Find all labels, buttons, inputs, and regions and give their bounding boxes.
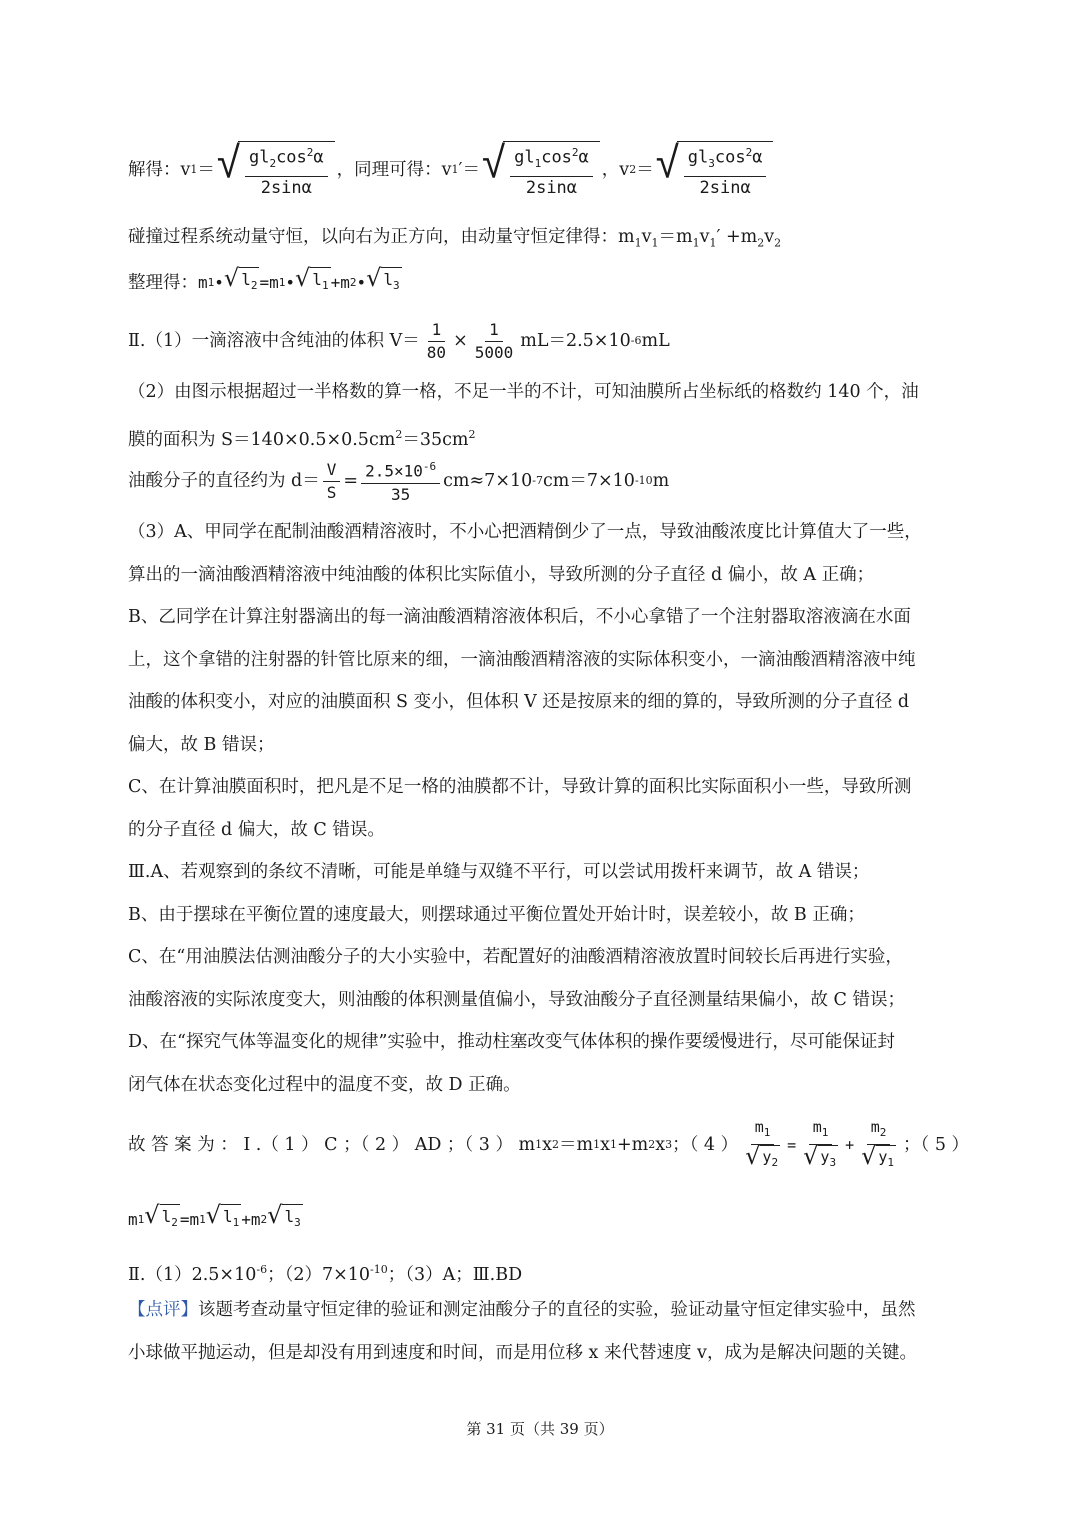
text-l25: 该题考查动量守恒定律的验证和测定油酸分子的直径的实验，验证动量守恒定律实验中，虽然 xyxy=(198,1300,916,1320)
text-l24-c: ；（3）A；Ⅲ.BD xyxy=(387,1264,523,1285)
sqrt-v1prime-formula: √ $\frac{gl_1\cos^2\alpha}{2\sin\alpha}$ xyxy=(482,141,600,198)
sqrt-v2-formula: √ $\frac{gl_3\cos^2\alpha}{2\sin\alpha}$ xyxy=(656,141,774,198)
text-l2: 碰撞过程系统动量守恒，以向右为正方向，由动量守恒定律得：m xyxy=(128,227,635,247)
comment-line xyxy=(128,1298,988,1322)
text-l22-mid: ；（ 4 ） xyxy=(672,1135,739,1155)
text-l4-suffix: mL＝2.5×10 xyxy=(520,331,631,351)
text-l13: 偏大，故 B 错误； xyxy=(128,735,275,755)
frac-value: $\frac{2.5\times 10^{-6}}{35}$ xyxy=(361,456,440,505)
frac-V-S: $\frac{V}{S}$ xyxy=(323,459,341,504)
answer-sqrt-formula: m 1 √ $l_2$ =m 1 √ $l_1$ +m 2 √ $l_3$ xyxy=(128,1204,303,1235)
answer-formula-line xyxy=(128,1203,988,1237)
text-l1-prefix: 解得：v xyxy=(128,160,191,180)
text-l24-b: ；（2）7×10 xyxy=(267,1264,371,1285)
text-l16: Ⅲ.A、若观察到的条纹不清晰，可能是单缝与双缝不平行，可以尝试用拨杆来调节，故 A 错误； xyxy=(128,862,870,882)
diameter-line: 油酸分子的直径约为 d＝ $\frac{V}{S}$ = $\frac{2.5\times 10^{-6}}{35}$ cm≈7×10 -7 cm＝7×10 -10 m xyxy=(128,458,988,504)
solution-velocity-line: 解得：v 1 ＝ √ $\frac{gl_2\cos^2\alpha}{2\sin\alpha}$ ，同理可得：v 1 ′＝ √ $\frac{gl_1\cos^2\alpha}{2\sin\alpha}$ ，v 2 ＝ √ $\frac{gl_3\cos^2\alpha}{2\sin\alpha}$ xyxy=(128,143,988,197)
comment-tag: 【点评】 xyxy=(128,1300,198,1320)
text-l4-prefix: Ⅱ.（1）一滴溶液中含纯油的体积 V＝ xyxy=(128,331,420,351)
text-l20: D、在“探究气体等温变化的规律”实验中，推动柱塞改变气体体积的操作要缓慢进行，尽可能保证封 xyxy=(128,1032,895,1052)
rearranged-formula: m 1 • √ $l_2$ =m 1 • √ $l_1$ +m 2 • √ $l_3$ xyxy=(198,267,402,298)
frac-1-5000: $\frac{1}{5000}$ xyxy=(474,319,514,362)
text-l24: Ⅱ.（1）2.5×10 xyxy=(128,1264,257,1285)
text-l14: C、在计算油膜面积时，把凡是不足一格的油膜都不计，导致计算的面积比实际面积小一些，导致所测 xyxy=(128,777,912,797)
text-l10: B、乙同学在计算注射器滴出的每一滴油酸酒精溶液体积后，不小心拿错了一个注射器取溶液滴在水面 xyxy=(128,607,911,627)
text-l21: 闭气体在状态变化过程中的温度不变，故 D 正确。 xyxy=(128,1075,521,1095)
page-footer: 第 31 页（共 39 页） xyxy=(466,1420,614,1438)
text-l1-mid: ，同理可得：v xyxy=(336,160,452,180)
text-l22-prefix: 故 答 案 为 ： Ⅰ .（ 1 ） C ；（ 2 ） AD ；（ 3 ） m xyxy=(128,1135,536,1155)
text-l11: 上，这个拿错的注射器的针管比原来的细，一滴油酸酒精溶液的实际体积变小，一滴油酸酒精溶液中纯 xyxy=(128,650,916,670)
rearranged-line xyxy=(128,266,988,300)
frac-1-80: $\frac{1}{80}$ xyxy=(426,319,447,362)
text-l22-end: ；（ 5 ） xyxy=(903,1135,970,1155)
text-l8: （3）A、甲同学在配制油酸酒精溶液时，不小心把酒精倒少了一点，导致油酸浓度比计算值大了一些， xyxy=(128,522,922,542)
momentum-line: 碰撞过程系统动量守恒，以向右为正方向，由动量守恒定律得：$m_1v_1=m_1v_1' +m_2v_2$ xyxy=(128,227,782,250)
text-l9: 算出的一滴油酸酒精溶液中纯油酸的体积比实际值小，导致所测的分子直径 d 偏小，故 A 正确； xyxy=(128,565,875,585)
area-line: 膜的面积为 $S=140\times 0.5\times 0.5cm^2=35cm^2$ xyxy=(128,428,476,450)
text-l1-mid2: ，v xyxy=(601,160,630,180)
sqrt-v1-formula: √ $\frac{gl_2\cos^2\alpha}{2\sin\alpha}$ xyxy=(217,141,335,198)
text-l7-suffix2: cm＝7×10 xyxy=(542,471,635,491)
text-l3-prefix: 整理得： xyxy=(128,273,198,293)
text-l17: B、由于摆球在平衡位置的速度最大，则摆球通过平衡位置处开始计时，误差较小，故 B 正确； xyxy=(128,905,865,925)
text-l15: 的分子直径 d 偏大，故 C 错误。 xyxy=(128,820,385,840)
text-l7-suffix1: cm≈7×10 xyxy=(443,471,533,491)
text-l7-prefix: 油酸分子的直径约为 d＝ xyxy=(128,471,320,491)
text-l6: 膜的面积为 S＝140×0.5×0.5cm xyxy=(128,429,396,450)
answer-ratio-formula: $m_1$ √ $y_2$ = $m_1$ √ $y_3$ + $m_2$ √ $y_1$ xyxy=(738,1116,903,1174)
text-l19: 油酸溶液的实际浓度变大，则油酸的体积测量值偏小，导致油酸分子直径测量结果偏小，故 C 错误； xyxy=(128,990,906,1010)
text-l26: 小球做平抛运动，但是却没有用到速度和时间，而是用位移 x 来代替速度 v，成为是解决问题的关键。 xyxy=(128,1343,917,1363)
answer-line: 故 答 案 为 ： Ⅰ .（ 1 ） C ；（ 2 ） AD ；（ 3 ） m 1 x 2 ＝m 1 x 1 +m 2 x 3 ；（ 4 ） $m_1$ √ $y_2$ = $m_1$ √ $y_3$ + $m_2$ √ $y_1$ ；（ 5 ） xyxy=(128,1115,988,1175)
volume-line: Ⅱ.（1）一滴溶液中含纯油的体积 V＝ $\frac{1}{80}$ × $\frac{1}{5000}$ mL＝2.5×10 -6 mL xyxy=(128,319,670,362)
text-l12: 油酸的体积变小，对应的油膜面积 S 变小，但体积 V 还是按原来的细的算的，导致所测的分子直径 d xyxy=(128,692,910,712)
text-l18: C、在“用油膜法估测油酸分子的大小实验中，若配置好的油酸酒精溶液放置时间较长后再进行实验， xyxy=(128,947,903,967)
text-l6-tail: ＝35cm xyxy=(402,429,469,450)
answer-line-2: $Ⅱ.(1)2.5\times 10^{-6}$；$(2)7\times 10^{-10}$；（3）A；Ⅲ.BD xyxy=(128,1263,523,1285)
text-l5: （2）由图示根据超过一半格数的算一格，不足一半的不计，可知油膜所占坐标纸的格数约 140 个，油 xyxy=(128,382,919,402)
